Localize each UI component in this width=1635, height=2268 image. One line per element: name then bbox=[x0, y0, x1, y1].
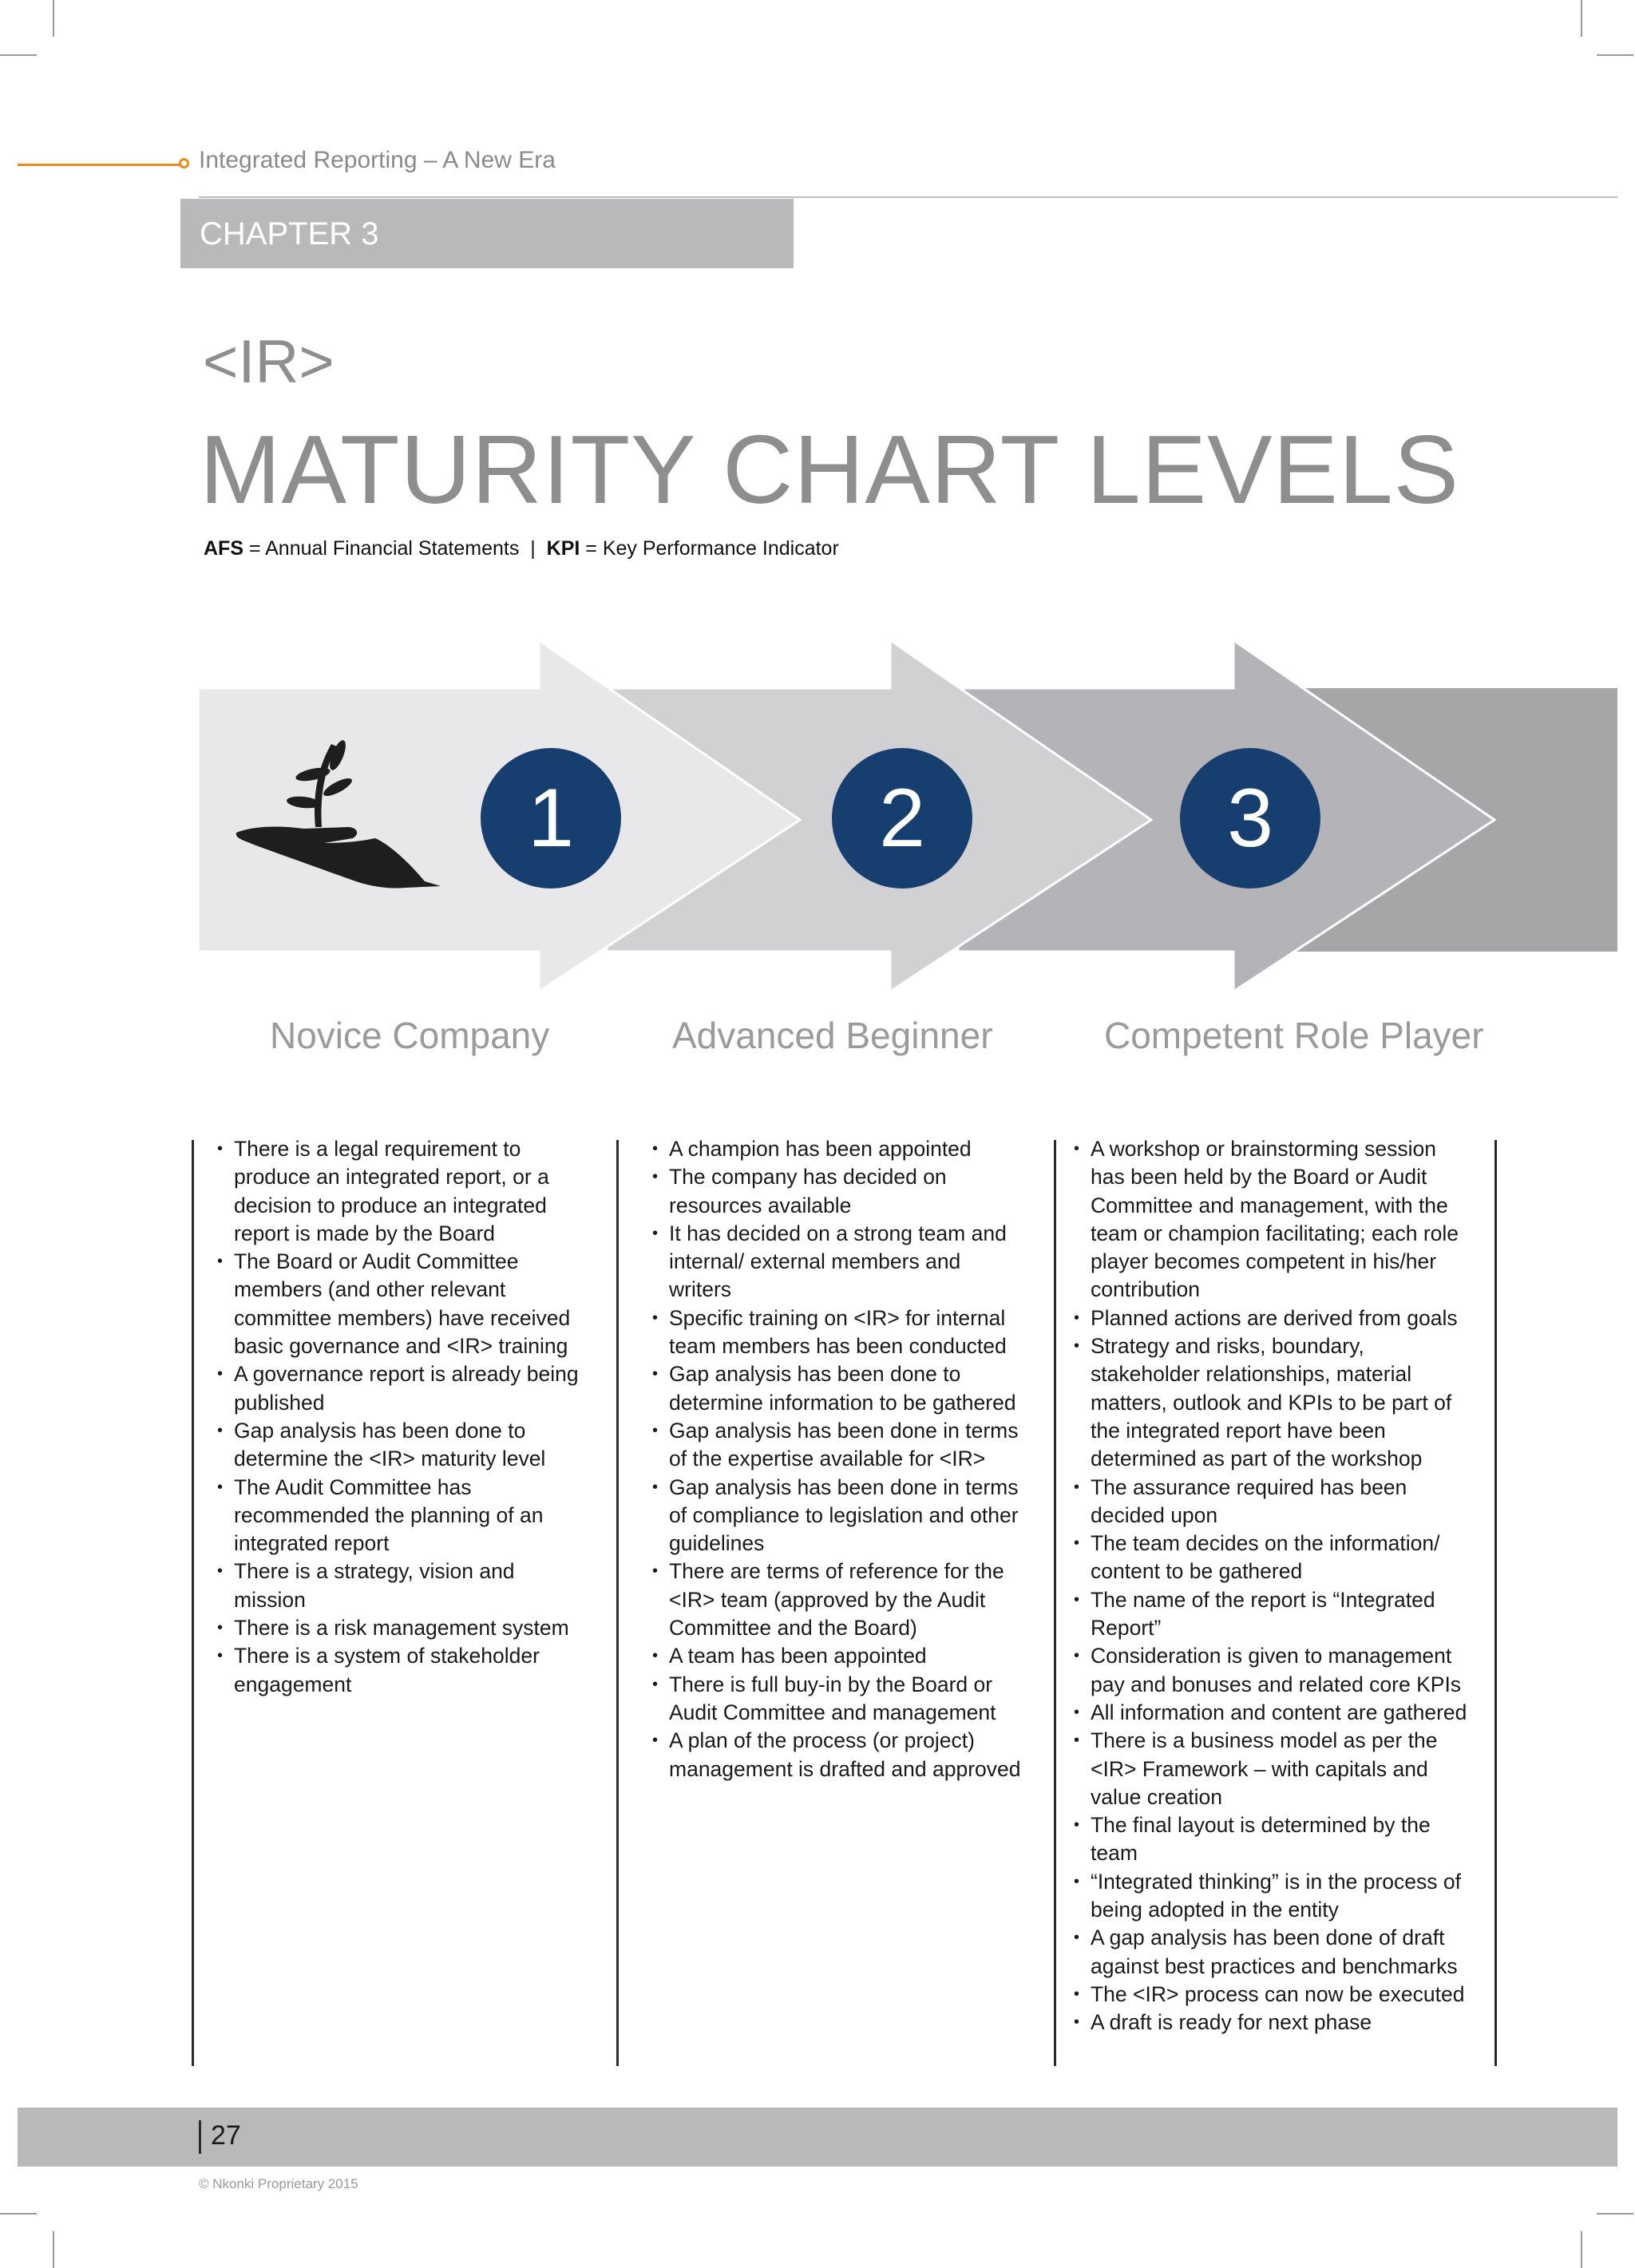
list-item: • There is a system of stakeholder engagement bbox=[217, 1642, 588, 1699]
list-item: • A team has been appointed bbox=[652, 1642, 1021, 1670]
list-item: • All information and content are gathered bbox=[1074, 1699, 1473, 1727]
abbreviations-line bbox=[204, 537, 839, 560]
maturity-arrows bbox=[0, 631, 1635, 998]
page-number-divider bbox=[199, 2120, 201, 2154]
list-item: • The name of the report is “Integrated Report” bbox=[1074, 1586, 1473, 1643]
list-item: • A governance report is already being published bbox=[217, 1360, 588, 1417]
list-item: • Strategy and risks, boundary, stakeholder relationships, material matters, outlook and KPIs to be part of the integrated report have been determined as part of the workshop bbox=[1074, 1332, 1473, 1473]
afs-term: AFS bbox=[204, 537, 243, 560]
abbrev-separator: | bbox=[519, 537, 547, 560]
level-2-badge: 2 bbox=[832, 748, 972, 889]
page-title: MATURITY CHART LEVELS bbox=[200, 415, 1460, 524]
list-item: • The Audit Committee has recommended the planning of an integrated report bbox=[217, 1474, 588, 1558]
list-item: • There is a business model as per the <IR> Framework – with capitals and value creation bbox=[1074, 1727, 1473, 1811]
page-number: 27 bbox=[211, 2120, 241, 2151]
level-1-badge: 1 bbox=[481, 748, 621, 889]
column-divider bbox=[1494, 1140, 1497, 2066]
afs-definition: = Annual Financial Statements bbox=[243, 537, 520, 560]
list-item: • The final layout is determined by the team bbox=[1074, 1811, 1473, 1868]
list-item: • Gap analysis has been done in terms of compliance to legislation and other guidelines bbox=[652, 1474, 1021, 1558]
list-item: • A draft is ready for next phase bbox=[1074, 2009, 1473, 2036]
list-item: • There is a strategy, vision and mission bbox=[217, 1558, 588, 1614]
list-item: • The Board or Audit Committee members (and other relevant committee members) have received basic governance and <IR> training bbox=[217, 1248, 588, 1360]
list-item: • A plan of the process (or project) management is drafted and approved bbox=[652, 1727, 1021, 1783]
copyright: © Nkonki Proprietary 2015 bbox=[199, 2176, 358, 2191]
crop-mark bbox=[1581, 0, 1582, 37]
list-item: • A champion has been appointed bbox=[652, 1135, 1021, 1163]
chapter-label: CHAPTER 3 bbox=[200, 216, 379, 251]
crop-mark bbox=[1581, 2231, 1582, 2268]
list-item: • It has decided on a strong team and internal/ external members and writers bbox=[652, 1220, 1021, 1304]
list-item: • The team decides on the information/ content to be gathered bbox=[1074, 1530, 1473, 1586]
kpi-definition: = Key Performance Indicator bbox=[580, 537, 839, 560]
column-divider bbox=[1054, 1140, 1056, 2066]
level-3-name: Competent Role Player bbox=[1104, 1015, 1484, 1056]
kpi-term: KPI bbox=[546, 537, 580, 560]
list-item: • Specific training on <IR> for internal team members has been conducted bbox=[652, 1304, 1021, 1361]
list-item: • A workshop or brainstorming session has been held by the Board or Audit Committee and management, with the team or champion facilitating; each role player becomes competent in his/her contribution bbox=[1074, 1135, 1473, 1304]
crop-mark bbox=[0, 2213, 37, 2215]
accent-dot bbox=[179, 158, 189, 168]
level-2-criteria bbox=[652, 1135, 1021, 1783]
column-divider bbox=[616, 1140, 619, 2066]
list-item: • There is a risk management system bbox=[217, 1614, 588, 1642]
list-item: • The company has decided on resources available bbox=[652, 1163, 1021, 1220]
crop-mark bbox=[0, 54, 37, 56]
crop-mark bbox=[53, 0, 54, 37]
column-divider bbox=[192, 1140, 194, 2066]
list-item: • The assurance required has been decided upon bbox=[1074, 1474, 1473, 1530]
level-1-criteria bbox=[217, 1135, 588, 1699]
list-item: • There are terms of reference for the <IR> team (approved by the Audit Committee and the Board) bbox=[652, 1558, 1021, 1642]
list-item: • There is full buy-in by the Board or Audit Committee and management bbox=[652, 1671, 1021, 1728]
level-3-badge: 3 bbox=[1180, 748, 1320, 889]
level-1-name: Novice Company bbox=[270, 1015, 550, 1056]
list-item: • Gap analysis has been done to determine the <IR> maturity level bbox=[217, 1417, 588, 1474]
list-item: • Planned actions are derived from goals bbox=[1074, 1304, 1473, 1332]
level-3-criteria bbox=[1074, 1135, 1473, 2037]
list-item: • “Integrated thinking” is in the process of being adopted in the entity bbox=[1074, 1868, 1473, 1925]
running-title: Integrated Reporting – A New Era bbox=[199, 147, 556, 173]
accent-line bbox=[18, 164, 184, 166]
crop-mark bbox=[1597, 2213, 1633, 2215]
list-item: • Consideration is given to management pay and bonuses and related core KPIs bbox=[1074, 1642, 1473, 1699]
list-item: • Gap analysis has been done to determine information to be gathered bbox=[652, 1360, 1021, 1417]
list-item: • The <IR> process can now be executed bbox=[1074, 1981, 1473, 2009]
list-item: • A gap analysis has been done of draft against best practices and benchmarks bbox=[1074, 1924, 1473, 1981]
crop-mark bbox=[1597, 54, 1633, 56]
list-item: • There is a legal requirement to produce an integrated report, or a decision to produce an integrated report is made by the Board bbox=[217, 1135, 588, 1248]
list-item: • Gap analysis has been done in terms of the expertise available for <IR> bbox=[652, 1417, 1021, 1474]
chapter-bar bbox=[180, 199, 794, 268]
footer-bar bbox=[18, 2108, 1617, 2167]
crop-mark bbox=[53, 2231, 54, 2268]
level-2-name: Advanced Beginner bbox=[672, 1015, 993, 1056]
header-rule bbox=[199, 196, 1617, 198]
ir-tag: <IR> bbox=[203, 328, 335, 396]
